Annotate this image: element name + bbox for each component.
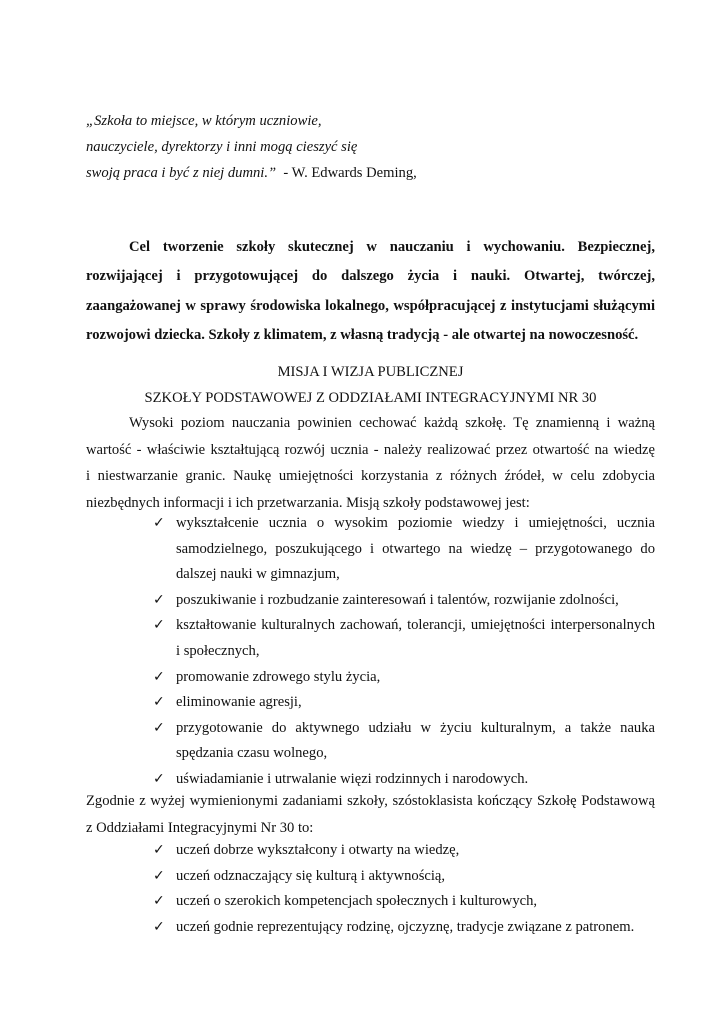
graduate-intro-paragraph <box>86 788 655 841</box>
check-icon: ✓ <box>153 893 165 910</box>
graduate-list <box>153 838 655 940</box>
list-item-line: wykształcenie ucznia o wysokim poziomie wiedzy i umiejętności, ucznia <box>176 515 655 531</box>
list-item-line: spędzania czasu wolnego, <box>176 745 328 762</box>
section-heading: MISJA I WIZJA PUBLICZNEJ <box>277 364 464 380</box>
quote-line: „Szkoła to miejsce, w którym uczniowie, <box>86 113 322 129</box>
list-item-line: poszukiwanie i rozbudzanie zainteresowań i talentów, rozwijanie zdolności, <box>176 591 619 608</box>
mission-list <box>153 511 655 793</box>
goal-line: Cel tworzenie szkoły skutecznej w nauczaniu i wychowaniu. Bezpiecznej, <box>129 239 655 255</box>
list-item-line: uświadamianie i utrwalanie więzi rodzinnych i narodowych. <box>176 770 529 787</box>
quote-line <box>86 160 417 186</box>
check-icon: ✓ <box>153 694 165 711</box>
list-item-line: samodzielnego, poszukującego i otwartego na wiedzę – przygotowanego do <box>176 540 655 557</box>
list-item <box>153 588 655 614</box>
goal-paragraph <box>86 233 655 350</box>
motto-quote <box>86 108 417 186</box>
list-item-line: promowanie zdrowego stylu życia, <box>176 668 381 685</box>
intro-line: niezbędnych informacji i ich przetwarzania. Misją szkoły podstawowej jest: <box>86 494 530 511</box>
list-item <box>153 511 655 588</box>
list-item-line: uczeń dobrze wykształcony i otwarty na wiedzę, <box>176 842 460 858</box>
check-icon: ✓ <box>153 515 165 531</box>
list-item-line: uczeń o szerokich kompetencjach społecznych i kulturowych, <box>176 893 538 910</box>
check-icon: ✓ <box>153 867 165 884</box>
list-item <box>153 690 655 716</box>
check-icon: ✓ <box>153 842 165 858</box>
list-item <box>153 838 655 864</box>
intro-line: wartość - właściwie kształtującą rozwój ucznia - należy realizować przez otwartość na wiedzę <box>86 441 655 458</box>
check-icon: ✓ <box>153 591 165 608</box>
check-icon: ✓ <box>153 668 165 685</box>
quote-author: - W. Edwards Deming, <box>276 165 417 181</box>
list-item-line: uczeń godnie reprezentujący rodzinę, ojczyznę, tradycje związane z patronem. <box>176 918 635 935</box>
intro-line: Wysoki poziom nauczania powinien cechować każdą szkołę. Tę znamienną i ważną <box>129 415 655 431</box>
list-item <box>153 864 655 890</box>
goal-line: rozwijającej i przygotowującej do dalszego życia i nauki. Otwartej, twórczej, <box>86 268 655 285</box>
list-item-line: kształtowanie kulturalnych zachowań, tolerancji, umiejętności interpersonalnych <box>176 617 655 634</box>
check-icon: ✓ <box>153 918 165 935</box>
section-subheading: SZKOŁY PODSTAWOWEJ Z ODDZIAŁAMI INTEGRACYJNYMI NR 30 <box>144 390 597 406</box>
check-icon: ✓ <box>153 770 165 787</box>
intro-paragraph <box>86 410 655 516</box>
check-icon: ✓ <box>153 617 165 634</box>
list-item <box>153 716 655 767</box>
list-item <box>153 915 655 941</box>
list-item <box>153 665 655 691</box>
goal-line: rozwojowi dziecka. Szkoły z klimatem, z własną tradycją - ale otwartej na nowoczesność. <box>86 326 639 343</box>
check-icon: ✓ <box>153 719 165 736</box>
list-item-line: dalszej nauki w gimnazjum, <box>176 566 340 583</box>
list-item <box>153 613 655 664</box>
quote-text: swoją praca i być z niej dumni.” <box>86 165 277 181</box>
graduate-intro-line: z Oddziałami Integracyjnymi Nr 30 to: <box>86 819 314 836</box>
goal-line: zaangażowanej w sprawy środowiska lokalnego, współpracującej z instytucjami służącymi <box>86 297 655 314</box>
quote-line: nauczyciele, dyrektorzy i inni mogą cieszyć się <box>86 139 358 155</box>
list-item-line: eliminowanie agresji, <box>176 694 302 711</box>
list-item-line: i społecznych, <box>176 642 260 659</box>
list-item-line: przygotowanie do aktywnego udziału w życiu kulturalnym, a także nauka <box>176 719 655 736</box>
list-item-line: uczeń odznaczający się kulturą i aktywnością, <box>176 867 446 884</box>
graduate-intro-line: Zgodnie z wyżej wymienionymi zadaniami szkoły, szóstoklasista kończący Szkołę Podstawową <box>86 793 655 809</box>
intro-line: i niestwarzanie granic. Naukę umiejętności korzystania z różnych źródeł, w celu zdobycia <box>86 468 655 484</box>
list-item <box>153 889 655 915</box>
